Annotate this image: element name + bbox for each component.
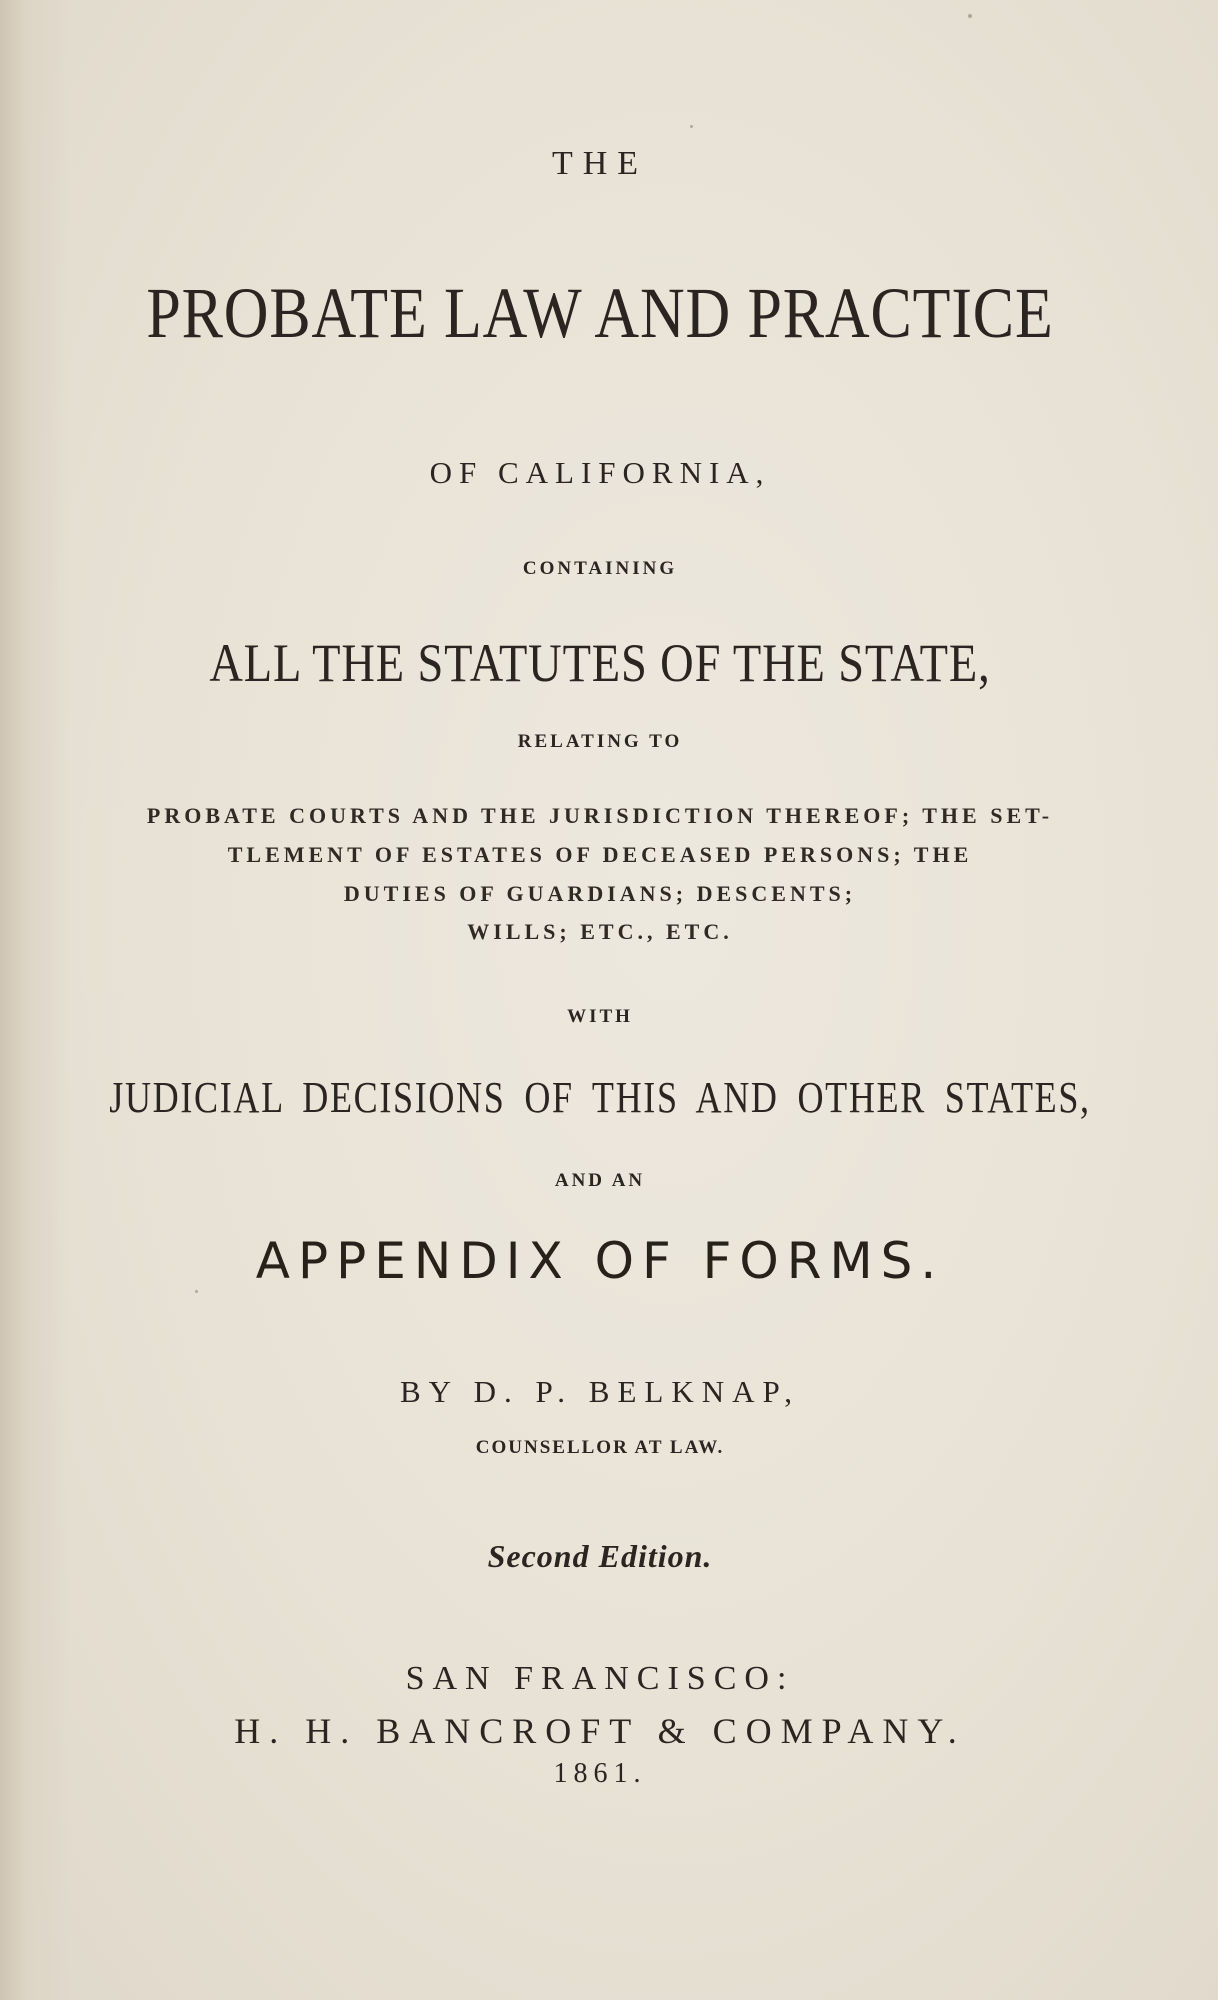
decisions-heading: JUDICIAL DECISIONS OF THIS AND OTHER STATES, (109, 1073, 1091, 1122)
paper-speck (195, 1290, 198, 1293)
subject-line: PROBATE COURTS AND THE JURISDICTION THEREOF; THE SET- (146, 803, 1054, 828)
paper-speck (968, 14, 972, 18)
author-title: COUNSELLOR AT LAW. (475, 1437, 725, 1458)
main-title: PROBATE LAW AND PRACTICE (146, 273, 1054, 353)
and-an-label: AND AN (554, 1170, 646, 1191)
title-the: THE (551, 145, 649, 182)
title-of-state: OF CALIFORNIA, (429, 455, 771, 490)
with-label: WITH (567, 1006, 633, 1027)
imprint-year: 1861. (553, 1758, 647, 1789)
relating-to-label: RELATING TO (517, 731, 683, 752)
imprint-publisher: H. H. BANCROFT & COMPANY. (234, 1711, 966, 1751)
imprint-city: SAN FRANCISCO: (405, 1660, 795, 1697)
page-gutter-shadow (0, 0, 70, 2000)
subject-line: WILLS; ETC., ETC. (467, 919, 733, 944)
subject-line: DUTIES OF GUARDIANS; DESCENTS; (343, 881, 857, 906)
paper-speck (690, 125, 693, 128)
containing-label: CONTAINING (522, 558, 678, 579)
appendix-heading: APPENDIX OF FORMS. (255, 1232, 945, 1290)
edition-line: Second Edition. (487, 1538, 713, 1574)
subject-line: TLEMENT OF ESTATES OF DECEASED PERSONS; THE (227, 842, 973, 867)
statutes-heading: ALL THE STATUTES OF THE STATE, (209, 633, 991, 693)
author-line: BY D. P. BELKNAP, (399, 1374, 801, 1409)
